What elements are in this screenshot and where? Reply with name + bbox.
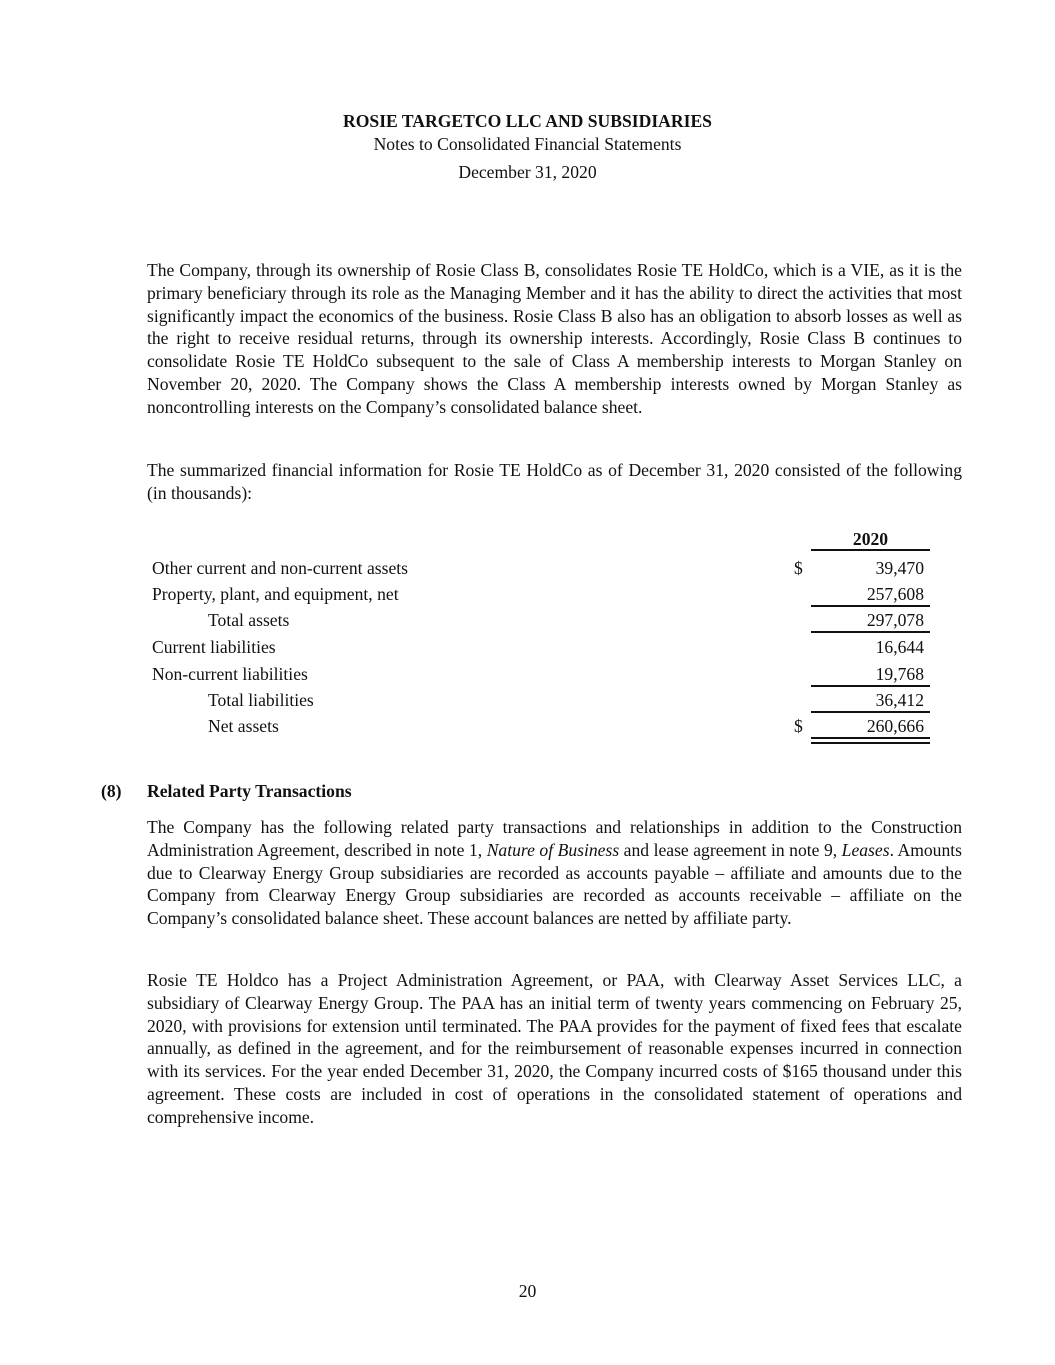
section-title: Related Party Transactions — [147, 781, 352, 801]
row-value: 36,412 — [875, 690, 924, 710]
note-reference-leases: Leases — [841, 839, 890, 860]
vie-consolidation-paragraph: The Company, through its ownership of Rosie Class B, consolidates Rosie TE HoldCo, which is a VIE, as it is the primary beneficiary through its role as the Managing Member and it has the ability to direct the activities that most significantly impact the economics of the business. Rosie Class B also has an obligation to absorb losses as well as the right to receive residual returns, through its ownership interests. Accordingly, Rosie Class B continues to consolidate Rosie TE HoldCo subsequent to the sale of Class A membership interests to Morgan Stanley on November 20, 2020. The Company shows the Class A membership interests owned by Morgan Stanley as noncontrolling interests on the Company’s consolidated balance sheet. — [147, 260, 962, 417]
total-rule — [811, 631, 930, 633]
table-row — [0, 583, 1055, 605]
header-underline — [811, 549, 930, 551]
statement-date: December 31, 2020 — [458, 162, 597, 182]
dollar-sign: $ — [794, 558, 803, 578]
row-label: Net assets — [208, 716, 279, 736]
page-number: 20 — [518, 1281, 537, 1301]
statement-subtitle: Notes to Consolidated Financial Statements — [373, 134, 682, 154]
table-row — [0, 609, 1055, 631]
summary-intro-paragraph: The summarized financial information for Rosie TE HoldCo as of December 31, 2020 consisted of the following (in thousands): — [147, 460, 962, 503]
company-name: ROSIE TARGETCO LLC AND SUBSIDIARIES — [343, 111, 712, 131]
row-label: Property, plant, and equipment, net — [152, 584, 399, 604]
table-row — [0, 689, 1055, 711]
row-value: 297,078 — [866, 610, 924, 630]
subtotal-rule — [811, 685, 930, 687]
table-row — [0, 663, 1055, 685]
row-value: 16,644 — [875, 637, 924, 657]
row-label: Other current and non-current assets — [152, 558, 408, 578]
text-run: The Company has the following related party transactions and relationships in addition to the Construction Administration Agreement, described in note 1, — [147, 817, 962, 860]
grand-total-double-rule — [811, 737, 930, 744]
row-value: 260,666 — [866, 716, 924, 736]
row-label: Current liabilities — [152, 637, 276, 657]
subtotal-rule — [811, 605, 930, 607]
total-rule — [811, 711, 930, 713]
table-row — [0, 636, 1055, 658]
table-row — [0, 557, 1055, 579]
row-label: Non-current liabilities — [152, 664, 308, 684]
row-value: 19,768 — [875, 664, 924, 684]
table-row — [0, 715, 1055, 737]
dollar-sign: $ — [794, 716, 803, 736]
paa-paragraph: Rosie TE Holdco has a Project Administration Agreement, or PAA, with Clearway Asset Services LLC, a subsidiary of Clearway Energy Group. The PAA has an initial term of twenty years commencing on February 25, 2020, with provisions for extension until terminated. The PAA provides for the payment of fixed fees that escalate annually, as defined in the agreement, and for the reimbursement of reasonable expenses incurred in connection with its services. For the year ended December 31, 2020, the Company incurred costs of $165 thousand under this agreement. These costs are included in cost of operations in the consolidated statement of operations and comprehensive income. — [147, 970, 962, 1127]
section-number: (8) — [101, 781, 122, 801]
row-value: 257,608 — [866, 584, 924, 604]
text-run: and lease agreement in note 9, — [619, 839, 842, 860]
row-value: 39,470 — [875, 558, 924, 578]
column-header-2020: 2020 — [852, 529, 889, 549]
related-party-paragraph — [147, 816, 962, 930]
note-reference-nature-of-business: Nature of Business — [486, 839, 620, 860]
row-label: Total liabilities — [208, 690, 314, 710]
text-run: . Amounts due to Clearway Energy Group subsidiaries are recorded as accounts payable – affiliate and amounts due to the Company from Clearway Energy Group subsidiaries are recorded as accounts receivable – affiliate on the Company’s consolidated balance sheet. These account balances are netted by affiliate party. — [147, 839, 963, 929]
row-label: Total assets — [208, 610, 290, 630]
